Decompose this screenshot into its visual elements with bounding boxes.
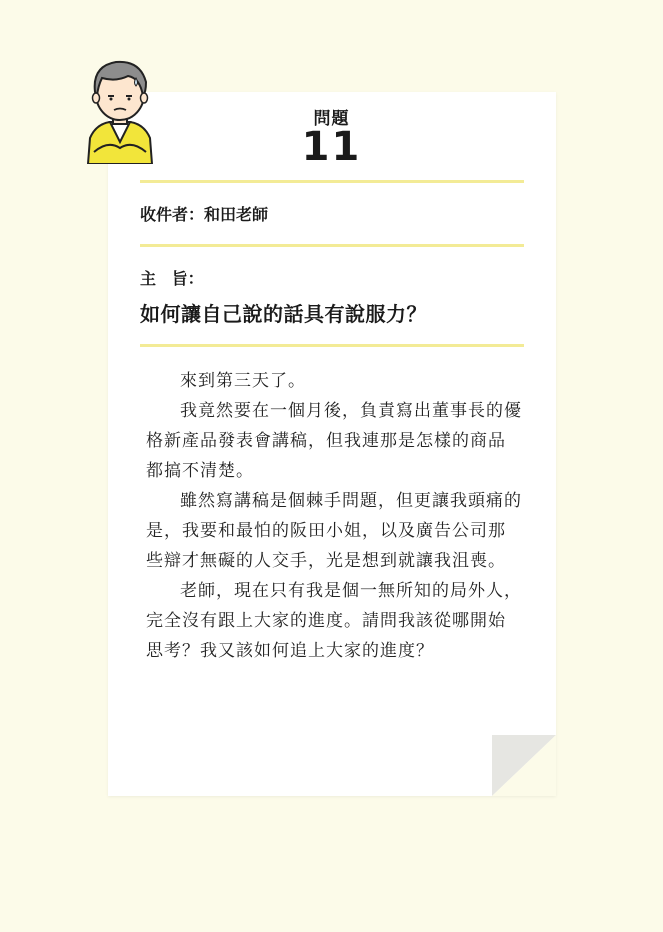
recipient-line: 收件者：和田老師 [140, 205, 269, 224]
divider [140, 344, 524, 347]
question-number: 11 [301, 124, 362, 170]
letter-body [146, 366, 522, 666]
subject-title: 如何讓自己說的話具有說服力？ [140, 302, 427, 326]
subject-label: 主 旨： [140, 269, 204, 288]
body-paragraph: 來到第三天了。 [180, 371, 306, 391]
body-paragraph: 雖然寫講稿是個棘手問題，但更讓我頭痛的是，我要和最怕的阪田小姐，以及廣告公司那些辯才無礙的人交手，光是想到就讓我沮喪。 [146, 491, 522, 571]
divider [140, 244, 524, 247]
question-label: 問題 [313, 109, 350, 129]
page-fold-corner-icon [492, 735, 556, 796]
body-paragraph: 老師，現在只有我是個一無所知的局外人，完全沒有跟上大家的進度。請問我該從哪開始思考？我又該如何追上大家的進度？ [146, 581, 522, 661]
divider [140, 180, 524, 183]
body-paragraph: 我竟然要在一個月後，負責寫出董事長的優格新產品發表會講稿，但我連那是怎樣的商品都搞不清楚。 [146, 401, 522, 481]
